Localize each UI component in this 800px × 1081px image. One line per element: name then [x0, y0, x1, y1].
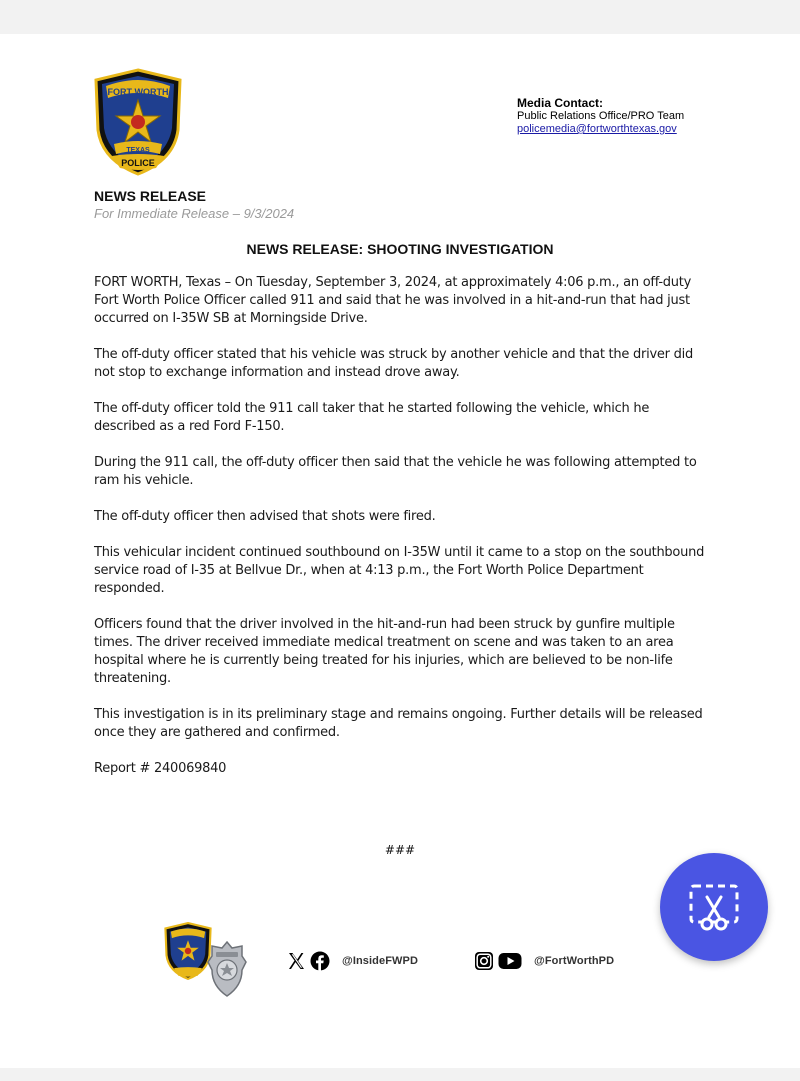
- screenshot-crop-button[interactable]: [660, 853, 768, 961]
- patch-text-bottom: POLICE: [121, 158, 155, 168]
- media-contact-office: Public Relations Office/PRO Team: [517, 110, 685, 122]
- release-date-subtitle: For Immediate Release – 9/3/2024: [94, 206, 295, 221]
- x-icon[interactable]: [286, 951, 306, 971]
- body-paragraph: FORT WORTH, Texas – On Tuesday, September 3, 2024, at approximately 4:06 p.m., an off-duty Fort Worth Police Officer called 911 and said that he was involved in a hit-and-run that had just occurred on I-35W SB at Morningside Drive.: [94, 275, 692, 326]
- fort-worth-police-patch-logo: [92, 68, 184, 176]
- body-paragraph: Officers found that the driver involved in the hit-and-run had been struck by gunfire multiple times. The driver received immediate medical treatment on scene and was taken to an area hospital where he is currently being treated for his injuries, which are believed to be non-life threatening.: [94, 617, 675, 686]
- media-contact-email-link[interactable]: policemedia@fortworthtexas.gov: [517, 123, 677, 135]
- body-paragraph: This vehicular incident continued southbound on I-35W until it came to a stop on the southbound service road of I-35 at Bellvue Dr., when at 4:13 p.m., the Fort Worth Police Department responded.: [94, 545, 705, 596]
- media-contact-title: Media Contact:: [517, 96, 604, 110]
- body-paragraph: The off-duty officer told the 911 call taker that he started following the vehicle, which he described as a red Ford F-150.: [94, 401, 650, 434]
- end-mark: ###: [384, 843, 416, 857]
- facebook-icon[interactable]: [310, 951, 330, 971]
- body-paragraph: During the 911 call, the off-duty officer then said that the vehicle he was following attempted to ram his vehicle.: [94, 455, 697, 488]
- document-title: NEWS RELEASE: SHOOTING INVESTIGATION: [246, 241, 554, 257]
- screenshot-scissors-icon: [688, 883, 740, 933]
- body-paragraph: The off-duty officer then advised that shots were fired.: [94, 509, 436, 524]
- social-group-insidefwpd: [286, 950, 418, 972]
- patch-text-top: FORT WORTH: [107, 87, 169, 97]
- instagram-icon[interactable]: [474, 951, 494, 971]
- police-badge-icon: [206, 940, 248, 998]
- body-paragraph: The off-duty officer stated that his vehicle was struck by another vehicle and that the driver did not stop to exchange information and instead drove away.: [94, 347, 694, 380]
- patch-text-mid: TEXAS: [126, 147, 150, 154]
- news-release-header: [94, 188, 294, 223]
- report-number: Report # 240069840: [94, 761, 227, 776]
- body-paragraph: This investigation is in its preliminary stage and remains ongoing. Further details will be released once they are gathered and confirmed.: [94, 707, 703, 740]
- social-handle-fortworthpd[interactable]: @FortWorthPD: [534, 955, 615, 967]
- social-group-fortworthpd: [474, 950, 614, 972]
- social-handle-insidefwpd[interactable]: @InsideFWPD: [342, 955, 418, 967]
- youtube-icon[interactable]: [498, 951, 522, 971]
- media-contact: [517, 96, 777, 136]
- release-body: [94, 274, 714, 796]
- news-release-label: NEWS RELEASE: [94, 188, 207, 204]
